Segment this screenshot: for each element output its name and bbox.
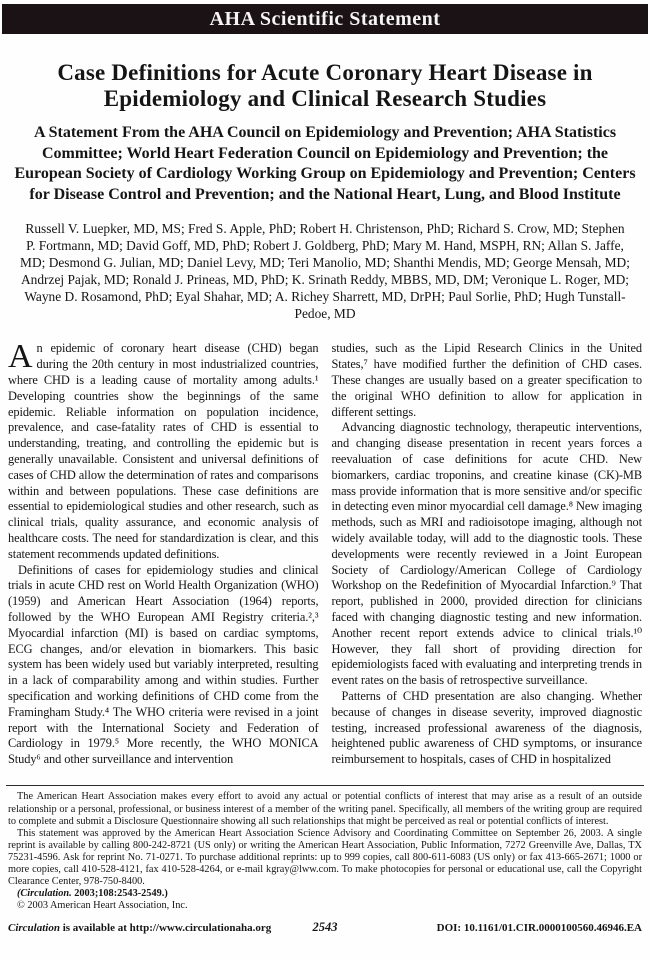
paragraph-1-text: n epidemic of coronary heart disease (CHD) began during the 20th century in most industrialized countries, where CHD is a leading cause of mortality among adults.¹ Developing countries show the beginnings of the same epidemic. Reliable information on population incidence, prevalence, and case-fatality rates of CHD is essential to understanding, treating, and controlling the epidemic but is generally unavailable. Consistent and universal definitions of cases of CHD allow the determination of rates and comparisons within and between populations. These case definitions are essential to epidemiological studies and other research, such as clinical trials, quality assurance, and economic analysis of healthcare costs. The need for standardization is clear, and this statement recommends updated definitions. [8, 341, 319, 561]
paragraph-5: Patterns of CHD presentation are also changing. Whether because of changes in disease severity, improved diagnostic testing, increased professional awareness of the diagnosis, heightened public awareness of CHD symptoms, or insurance reimbursement to hospitals, cases of CHD in hospitalized [331, 688, 642, 767]
page-number: 2543 [312, 920, 338, 935]
citation-journal: (Circulation. [17, 888, 72, 900]
copyright-line: © 2003 American Heart Association, Inc. [17, 900, 188, 912]
conflict-of-interest-note: The American Heart Association makes every effort to avoid any actual or potential conflicts of interest that may arise as a result of an outside relationship or a personal, professional, or business interest of a member of the writing panel. Specifically, all members of the writing group are required to complete and submit a Disclosure Questionnaire showing all such relationships that might be perceived as real or potential conflicts of interest. [8, 791, 642, 827]
left-column [8, 341, 319, 771]
footnote-divider [6, 785, 644, 786]
approval-reprint-note: This statement was approved by the American Heart Association Science Advisory and Coordinating Committee on September 26, 2003. A single reprint is available by calling 800-242-8721 (US only) or writing the American Heart Association, Public Information, 7272 Greenville Ave, Dallas, TX 75231-4596. Ask for reprint No. 71-0271. To purchase additional reprints: up to 999 copies, call 800-611-6083 (US only) or fax 413-665-2671; 1000 or more copies, call 410-528-4121, fax 410-528-4264, or e-mail kgray@lww.com. To make photocopies for personal or educational use, call the Copyright Clearance Center, 978-750-8400. [8, 827, 642, 888]
availability-url: is available at http://www.circulationaha.org [59, 922, 272, 935]
footnotes-section [8, 791, 642, 912]
citation-reference: 2003;108:2543-2549.) [71, 888, 168, 900]
availability-journal: Circulation [8, 922, 60, 935]
statement-banner [2, 4, 648, 34]
paragraph-3: studies, such as the Lipid Research Clinics in the United States,⁷ have modified further the definition of CHD cases. These changes are usually based on a greater specification to the original WHO definition to allow for application in different settings. [331, 341, 642, 419]
citation-line [8, 888, 642, 900]
banner-title: AHA Scientific Statement [209, 8, 441, 30]
dropcap-letter: A [8, 341, 33, 376]
article-subtitle: A Statement From the AHA Council on Epidemiology and Prevention; AHA Statistics Committee; World Heart Federation Council on Epidemiology and Prevention; the European Society of Cardiology Working Group on Epidemiology and Prevention; Centers for Disease Control and Prevention; and the National Heart, Lung, and Blood Institute [14, 124, 636, 203]
availability-note [8, 922, 280, 934]
paragraph-2: Definitions of cases for epidemiology studies and clinical trials in acute CHD rest on World Health Organization (WHO) (1959) and American Heart Association (1964) reports, followed by the WHO European AMI Registry criteria.²,³ Myocardial infarction (MI) is based on cardiac symptoms, ECG changes, and/or elevation in biomarkers. This basic system has been widely used but variably interpreted, resulting in a lack of comparability among and within studies. Further specification and working definitions of CHD come from the Framingham Study.⁴ The WHO criteria were revised in a joint report with the International Society and Federation of Cardiology in 1979.⁵ More recently, the WHO MONICA Study⁶ and other surveillance and intervention [8, 562, 319, 767]
page-footer [8, 920, 642, 935]
doi: DOI: 10.1161/01.CIR.0000100560.46946.EA [436, 922, 642, 935]
author-list: Russell V. Luepker, MD, MS; Fred S. Apple, PhD; Robert H. Christenson, PhD; Richard S. Crow, MD; Stephen P. Fortmann, MD; David Goff, MD, PhD; Robert J. Goldberg, PhD; Mary M. Hand, MSPH, RN; Allan S. Jaffe, MD; Desmond G. Julian, MD; Daniel Levy, MD; Teri Manolio, MD; Shanthi Mendis, MD; George Mensah, MD; Andrzej Pajak, MD; Ronald J. Prineas, MD, PhD; K. Srinath Reddy, MBBS, MD, DM; Veronique L. Roger, MD; Wayne D. Rosamond, PhD; Eyal Shahar, MD; A. Richey Sharrett, MD, DrPH; Paul Sorlie, PhD; Hugh Tunstall-Pedoe, MD [20, 221, 630, 322]
paragraph-1 [8, 341, 319, 562]
article-title: Case Definitions for Acute Coronary Heart Disease in Epidemiology and Clinical Research Studies [57, 60, 593, 112]
right-column [332, 341, 643, 771]
paragraph-4: Advancing diagnostic technology, therapeutic interventions, and changing disease presentation in recent years forces a reevaluation of case definitions for acute CHD. New biomarkers, cardiac troponins, and creatine kinase (CK)-MB mass provide information that is more sensitive and/or specific in detecting even minor myocardial cell damage.⁸ New imaging methods, such as MRI and radioisotope imaging, although not widely available today, will add to the diagnostic tools. These developments were recently reviewed in a Joint European Society of Cardiology/American College of Cardiology Workshop on the Redefinition of Myocardial Infarction.⁹ That report, published in 2000, provided direction for clinicians faced with changing diagnostic testing and new information. Another recent report extends advice to clinical trials.¹⁰ However, they fall short of providing direction for epidemiologists faced with evaluating and interpreting trends in event rates on the basis of retrospective surveillance. [331, 420, 642, 688]
article-body [8, 341, 642, 771]
